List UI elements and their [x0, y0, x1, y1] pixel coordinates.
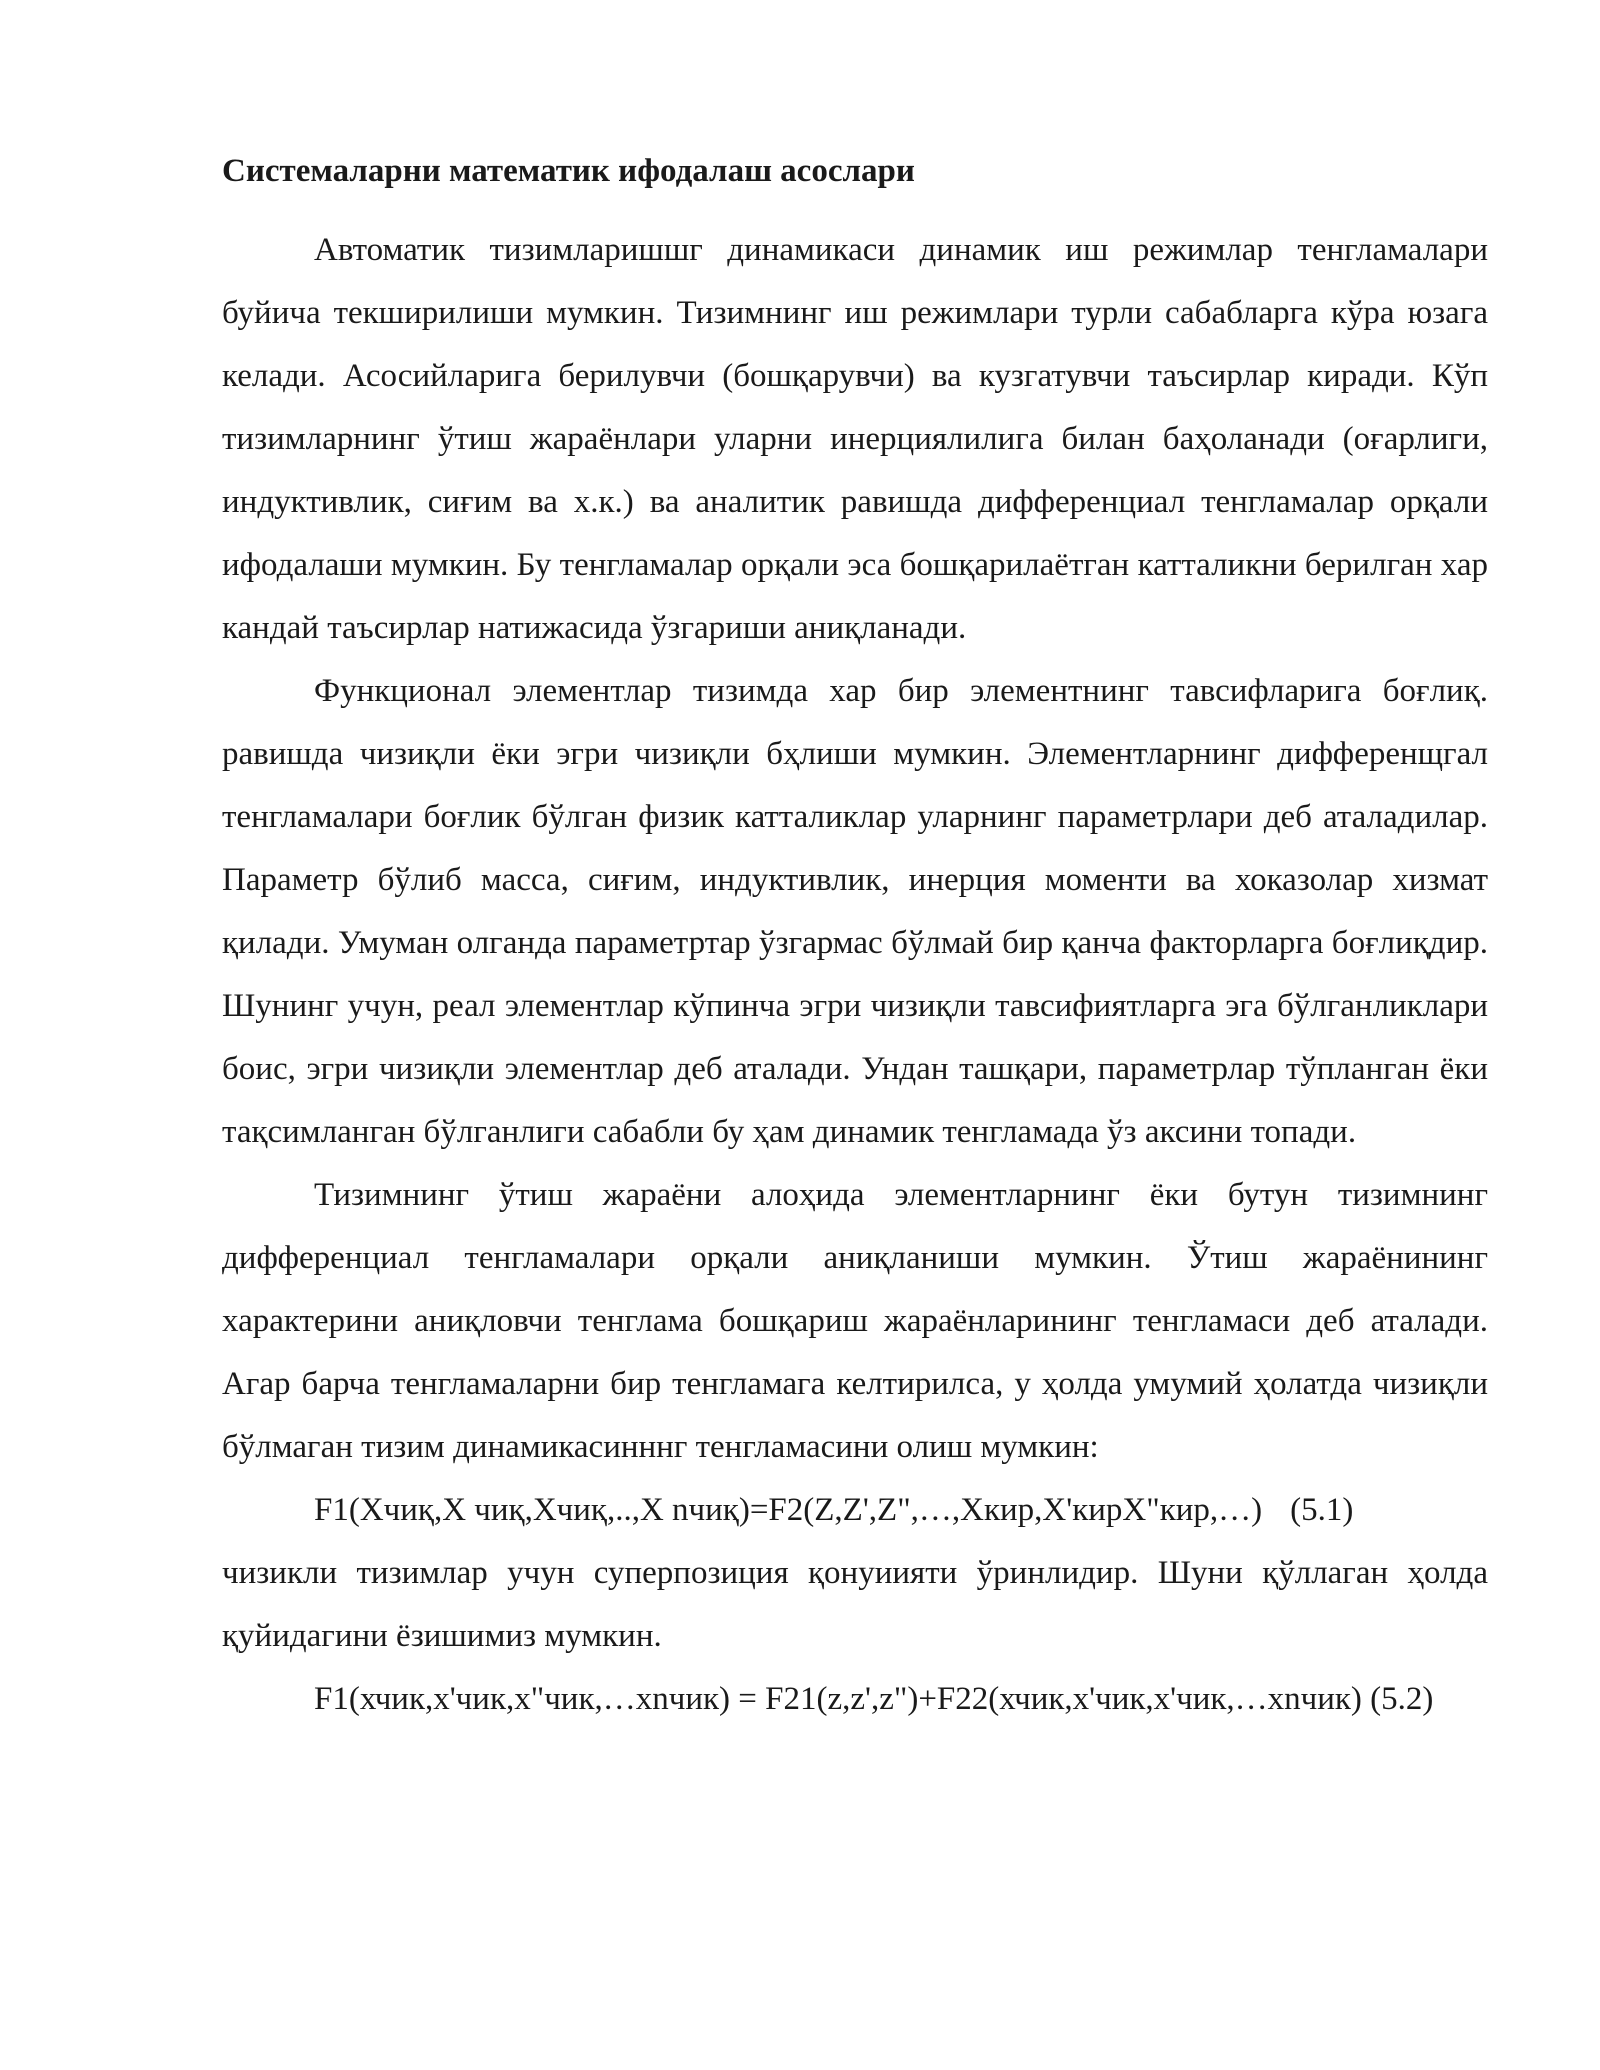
section-heading: Системаларни математик ифодалаш асослари: [222, 153, 915, 189]
equation-5-2-formula: F1(хчик,х'чик,х"чик,…хnчик) = F21(z,z',z")+F22(хчик,х'чик,х'чик,…хnчик): [314, 1681, 1362, 1717]
equation-5-1-number: (5.1): [1290, 1492, 1354, 1528]
paragraph-3: Тизимнинг ўтиш жараёни алоҳида элементларнинг ёки бутун тизимнинг дифференциал тенгламалари орқали аниқланиши мумкин. Ўтиш жараёнининг характерини аниқловчи тенглама бошқариш жараёнларининг тенгламаси деб аталади. Агар барча тенгламаларни бир тенгламага келтирилса, у ҳолда умумий ҳолатда чизиқли бўлмаган тизим динамикасинннг тенгламасини олиш мумкин:: [222, 1177, 1488, 1465]
equation-5-1-formula: F1(Xчиқ,X чиқ,Xчиқ,..,X nчиқ)=F2(Z,Z',Z",…,Xкир,X'кирX"кир,…): [314, 1492, 1263, 1528]
equation-5-2-number: (5.2): [1370, 1681, 1434, 1717]
paragraph-1: Автоматик тизимларишшг динамикаси динамик иш режимлар тенгламалари буйича текширилиши мумкин. Тизимнинг иш режимлари турли сабабларга кўра юзага келади. Асосийларига берилувчи (бошқарувчи) ва кузгатувчи таъсирлар киради. Кўп тизимларнинг ўтиш жараёнлари уларни инерциялилига билан баҳоланади (оғарлиги, индуктивлик, сиғим ва х.к.) ва аналитик равишда дифференциал тенгламалар орқали ифодалаши мумкин. Бу тенгламалар орқали эса бошқарилаётган катталикни берилган хар кандай таъсирлар натижасида ўзгариши аниқланади.: [222, 232, 1488, 646]
equation-5-2: [222, 1668, 1488, 1731]
paragraph-2: Функционал элементлар тизимда хар бир элементнинг тавсифларига боғлиқ. равишда чизиқли ёки эгри чизиқли бҳлиши мумкин. Элементларнинг дифференщгал тенгламалари боғлик бўлган физик катталиклар уларнинг параметрлари деб аталадилар. Параметр бўлиб масса, сиғим, индуктивлик, инерция моменти ва хоказолар хизмат қилади. Умуман олганда параметртар ўзгармас бўлмай бир қанча факторларга боғлиқдир. Шунинг учун, реал элементлар кўпинча эгри чизиқли тавсифиятларга эга бўлганликлари боис, эгри чизиқли элементлар деб аталади. Ундан ташқари, параметрлар тўпланган ёки тақсимланган бўлганлиги сабабли бу ҳам динамик тенгламада ўз аксини топади.: [222, 673, 1488, 1150]
equation-5-1: [222, 1479, 1488, 1542]
paragraph-4: чизикли тизимлар учун суперпозиция қонуиияти ўринлидир. Шуни қўллаган ҳолда қуйидагини ёзишимиз мумкин.: [222, 1555, 1488, 1654]
document-body: [222, 140, 1488, 1731]
